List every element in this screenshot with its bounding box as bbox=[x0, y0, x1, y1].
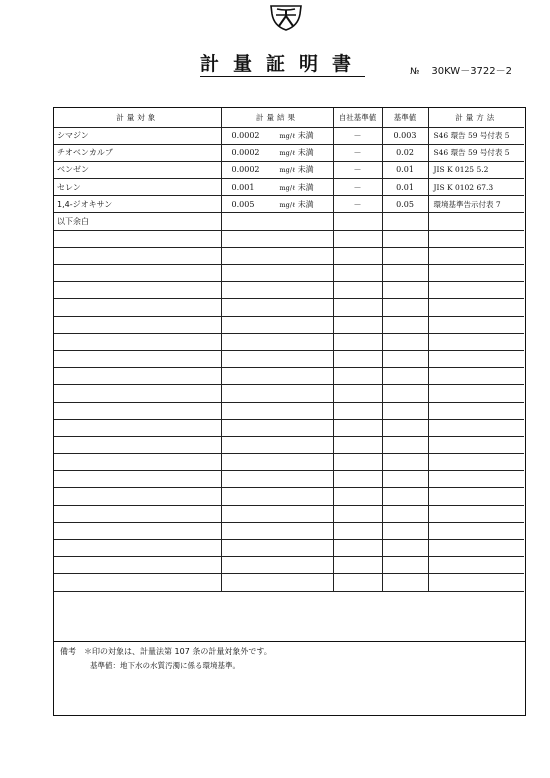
table-row bbox=[54, 230, 524, 247]
remarks-line-1 bbox=[60, 646, 519, 657]
remarks-line-2: 基準値：地下水の水質汚濁に係る環境基準。 bbox=[90, 661, 240, 670]
result-unit: mg/ℓ bbox=[279, 200, 296, 209]
result-qualifier: 未満 bbox=[297, 131, 314, 141]
table-row bbox=[54, 196, 524, 213]
company-standard: － bbox=[333, 127, 382, 144]
remarks-text-1: ＊印の対象は、計量法第 107 条の計量対象外です。 bbox=[84, 647, 272, 656]
table-row bbox=[54, 213, 524, 230]
table-row bbox=[54, 419, 524, 436]
table-row bbox=[54, 144, 524, 161]
target-name: ベンゼン bbox=[54, 161, 221, 178]
header-result: 計量結果 bbox=[221, 108, 333, 127]
table-header-row bbox=[54, 108, 524, 127]
target-name: 1,4-ジオキサン bbox=[54, 196, 221, 213]
header-standard: 基準値 bbox=[382, 108, 428, 127]
header-company-standard: 自社基準値 bbox=[333, 108, 382, 127]
result-qualifier: 未満 bbox=[297, 199, 314, 209]
table-row bbox=[54, 385, 524, 402]
table-row bbox=[54, 471, 524, 488]
table-row bbox=[54, 505, 524, 522]
result-value: 0.0002 bbox=[231, 165, 260, 175]
table-row bbox=[54, 540, 524, 557]
end-note: 以下余白 bbox=[54, 213, 221, 230]
table-body bbox=[54, 127, 524, 591]
company-standard: － bbox=[333, 179, 382, 196]
table-row bbox=[54, 454, 524, 471]
remarks-label: 備考 bbox=[60, 647, 76, 656]
result-unit: mg/ℓ bbox=[279, 149, 296, 158]
table-row bbox=[54, 574, 524, 591]
table-row bbox=[54, 557, 524, 574]
result-cell bbox=[221, 179, 333, 196]
result-value: 0.0002 bbox=[231, 131, 260, 141]
company-standard: － bbox=[333, 196, 382, 213]
table-row bbox=[54, 127, 524, 144]
method: JIS K 0125 5.2 bbox=[428, 161, 524, 178]
table-row bbox=[54, 179, 524, 196]
result-cell bbox=[221, 127, 333, 144]
table-row bbox=[54, 368, 524, 385]
target-name: セレン bbox=[54, 179, 221, 196]
method: JIS K 0102 67.3 bbox=[428, 179, 524, 196]
standard-value: 0.05 bbox=[382, 196, 428, 213]
result-value: 0.005 bbox=[231, 199, 255, 209]
result-qualifier: 未満 bbox=[297, 148, 314, 158]
table-row bbox=[54, 247, 524, 264]
document-number bbox=[410, 62, 512, 77]
table-row bbox=[54, 316, 524, 333]
method: S46 環告 59 号付表 5 bbox=[428, 127, 524, 144]
header-method: 計量方法 bbox=[428, 108, 524, 127]
header-target: 計量対象 bbox=[54, 108, 221, 127]
table-row bbox=[54, 299, 524, 316]
method: S46 環告 59 号付表 5 bbox=[428, 144, 524, 161]
result-qualifier: 未満 bbox=[297, 165, 314, 175]
table-row bbox=[54, 522, 524, 539]
company-standard: － bbox=[333, 144, 382, 161]
certificate-frame bbox=[53, 107, 526, 716]
company-logo bbox=[268, 2, 304, 32]
table-row bbox=[54, 488, 524, 505]
result-unit: mg/ℓ bbox=[279, 183, 296, 192]
standard-value: 0.003 bbox=[382, 127, 428, 144]
table-row bbox=[54, 402, 524, 419]
table-row bbox=[54, 350, 524, 367]
table-row bbox=[54, 282, 524, 299]
standard-value: 0.01 bbox=[382, 161, 428, 178]
result-value: 0.0002 bbox=[231, 148, 260, 158]
standard-value: 0.01 bbox=[382, 179, 428, 196]
document-title: 計量証明書 bbox=[200, 53, 366, 75]
table-row bbox=[54, 333, 524, 350]
result-cell bbox=[221, 161, 333, 178]
standard-value: 0.02 bbox=[382, 144, 428, 161]
table-row bbox=[54, 161, 524, 178]
method: 環境基準告示付表 7 bbox=[428, 196, 524, 213]
remarks-section bbox=[54, 641, 525, 675]
result-unit: mg/ℓ bbox=[279, 166, 296, 175]
table-row bbox=[54, 265, 524, 282]
document-number-value: 30KW－3722－2 bbox=[431, 66, 512, 77]
table-row bbox=[54, 436, 524, 453]
target-name: シマジン bbox=[54, 127, 221, 144]
result-cell bbox=[221, 144, 333, 161]
result-unit: mg/ℓ bbox=[279, 132, 296, 141]
target-name: チオベンカルブ bbox=[54, 144, 221, 161]
document-number-label: № bbox=[410, 67, 420, 77]
company-standard: － bbox=[333, 161, 382, 178]
result-value: 0.001 bbox=[231, 182, 255, 192]
result-qualifier: 未満 bbox=[297, 182, 314, 192]
measurement-table bbox=[54, 108, 524, 592]
result-cell bbox=[221, 196, 333, 213]
